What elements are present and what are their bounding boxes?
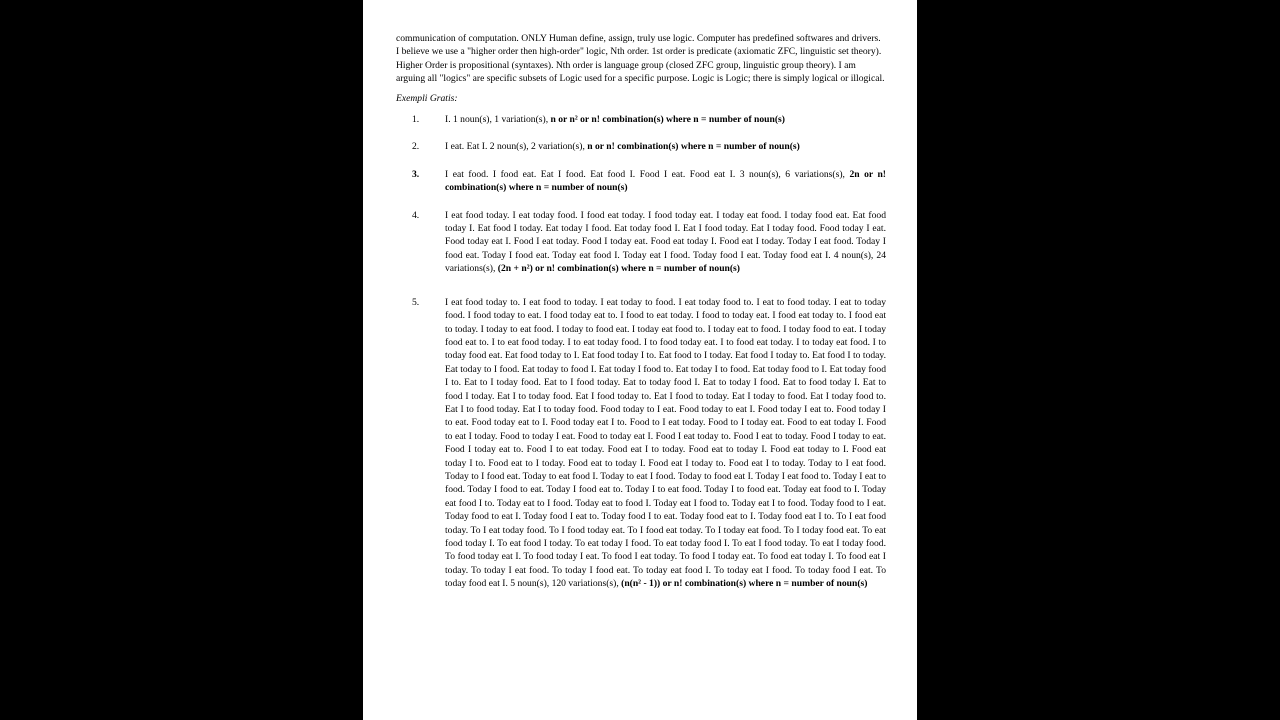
item-formula: (n(n² - 1)) or n! combination(s) where n = number of noun(s): [621, 578, 868, 590]
list-item-number: 3.: [412, 168, 420, 180]
item-formula: n or n! combination(s) where n = number of noun(s): [587, 141, 800, 153]
list-item-text: [445, 209, 886, 276]
list-item-number: 1.: [412, 114, 420, 126]
list-item-text: [445, 168, 886, 195]
list-item-text: [445, 113, 886, 126]
list-item-number: 2.: [412, 141, 420, 153]
list-item: [396, 113, 886, 126]
item-description: I eat food. I food eat. Eat I food. Eat food I. Food I eat. Food eat I. 3 noun(s), 6 variations(s),: [445, 168, 850, 180]
item-description: I eat food today to. I eat food to today. I eat today to food. I eat today food to. I eat to food today. I eat to today food. I food today to eat. I food today eat to. I food to eat today. I food to today eat. I food eat today to. I food eat to today. I today to eat food. I today to food eat. I today eat food to. I today eat to food. I today food to eat. I today food eat to. I to eat food today. I to eat today food. I to food today eat. I to food eat today. I to today eat food. I to today food eat. Eat food today to I. Eat food today I to. Eat food to I today. Eat food I today to. Eat food I to today. Eat today to I food. Eat today to food I. Eat today I food to. Eat today I to food. Eat today food to I. Eat today food I to. Eat to I today food. Eat to I food today. Eat to today food I. Eat to today I food. Eat to food today I. Eat to food I today. Eat I to today food. Eat I food today to. Eat I food to today. Eat I today to food. Eat I today food to. Eat I to food today. Eat I to today food. Food today to I eat. Food today to eat I. Food today I eat to. Food today I to eat. Food today eat to I. Food today eat I to. Food to I eat today. Food to I today eat. Food to eat today I. Food to eat I today. Food to today I eat. Food to today eat I. Food I eat today to. Food I eat to today. Food I today to eat. Food I today eat to. Food I to eat today. Food eat I to today. Food eat to today I. Food eat today to I. Food eat today I to. Food eat to I today. Food eat to today I. Food eat I today to. Food eat I to today. Today to I eat food. Today to I food eat. Today to eat food I. Today to eat I food. Today to food eat I. Today I eat food to. Today I eat to food. Today I food to eat. Today I food eat to. Today I to eat food. Today I to food eat. Today eat food to I. Today eat food I to. Today eat to I food. Today eat to food I. Today eat I food to. Today eat I to food. Today food to I eat. Today food to eat I. Today food I eat to. Today food I to eat. Today food eat to I. Today food eat I to. To I eat food today. To I eat today food. To I food today eat. To I food eat today. To I today eat food. To I today food eat. To eat food today I. To eat food I today. To eat today I food. To eat today food I. To eat I food today. To eat I today food. To food today eat I. To food today I eat. To food I eat today. To food I today eat. To food eat today I. To food eat I today. To today I eat food. To today I food eat. To today eat food I. To today eat I food. To today food I eat. To today food eat I. 5 noun(s), 120 variations(s),: [445, 296, 886, 590]
item-formula: (2n + n²) or n! combination(s) where n = number of noun(s): [497, 263, 740, 275]
examples-list: [396, 113, 886, 591]
item-formula: n or n² or n! combination(s) where n = number of noun(s): [550, 114, 785, 126]
document-content: [396, 32, 886, 605]
item-description: I eat. Eat I. 2 noun(s), 2 variation(s),: [445, 141, 588, 153]
list-item-number: 4.: [412, 209, 420, 221]
opening-paragraph: communication of computation. ONLY Human define, assign, truly use logic. Computer has predefined softwares and drivers. I believe we use a "higher order then high-order" logic, Nth order. 1st order is predicate (axiomatic ZFC, linguistic set theory). Higher Order is propositional (syntaxes). Nth order is language group (closed ZFC group, linguistic group theory). I am arguing all "logics" are specific subsets of Logic used for a specific purpose. Logic is Logic; there is simply logical or illogical.: [396, 33, 885, 85]
document-page: [363, 0, 917, 720]
list-item-number: 5.: [412, 296, 420, 308]
list-item: [396, 209, 886, 276]
examples-intro: Exempli Gratis:: [396, 92, 458, 104]
list-item-text: [445, 296, 886, 591]
list-item-text: [445, 140, 886, 153]
item-formula: 2n or n! combination(s) where n = number of noun(s): [445, 168, 886, 194]
list-item: [396, 140, 886, 153]
item-description: I eat food today. I eat today food. I food eat today. I food today eat. I today eat food. I today food eat. Eat food today I. Eat food I today. Eat today I food. Eat today food I. Eat I food today. Eat I today food. Food today I eat. Food today eat I. Food I eat today. Food I today eat. Food eat today I. Food eat I today. Today I eat food. Today I food eat. Today I food eat. Today eat food I. Today eat I food. Today food I eat. Today food eat I. 4 noun(s), 24 variations(s),: [445, 209, 886, 275]
list-item: [396, 168, 886, 195]
item-description: I. 1 noun(s), 1 variation(s),: [445, 114, 551, 126]
list-item: [396, 296, 886, 591]
